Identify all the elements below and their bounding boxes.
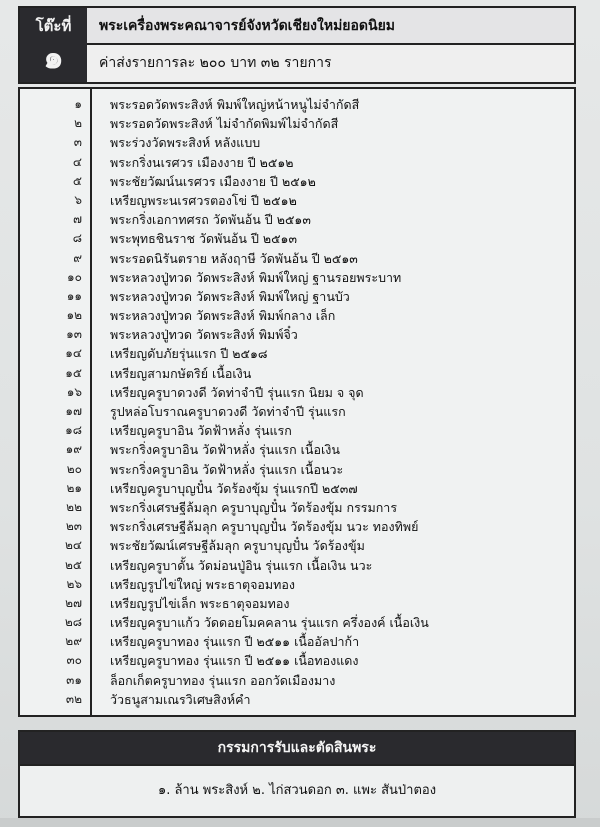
- list-item: [20, 383, 574, 402]
- item-text: พระกริ่งเศรษฐีล้มลุก ครูบาบุญปั๋น วัดร้องขุ้ม นวะ ทองทิพย์: [110, 519, 419, 535]
- item-text: เหรียญรูปไข่เล็ก พระธาตุจอมทอง: [110, 595, 290, 611]
- item-text: เหรียญครูบาทอง รุ่นแรก ปี ๒๕๑๑ เนื้อทองแดง: [110, 653, 359, 669]
- list-item: [20, 421, 574, 440]
- committee-members: ๑. ล้าน พระสิงห์ ๒. ไก่สวนดอก ๓. แพะ สันป่าตอง: [18, 766, 576, 818]
- item-number: ๒๘: [64, 615, 82, 630]
- table-label: โต๊ะที่: [35, 17, 72, 35]
- item-text: เหรียญดับภัยรุ่นแรก ปี ๒๕๑๘: [110, 346, 268, 362]
- list-item: [20, 153, 574, 172]
- item-number: ๔: [72, 154, 82, 169]
- item-number: ๓๑: [66, 672, 82, 687]
- item-text: พระกริ่งเอกาทศรถ วัดพันอ้น ปี ๒๕๑๓: [110, 212, 311, 228]
- list-item: [20, 249, 574, 268]
- list-item: [20, 556, 574, 575]
- item-number: ๒๔: [65, 538, 82, 553]
- item-number: ๓๒: [65, 691, 82, 706]
- list-item: [20, 268, 574, 287]
- item-text: พระชัยวัฒน์นเรศวร เมืองงาย ปี ๒๕๑๒: [110, 173, 316, 189]
- list-item: [20, 287, 574, 306]
- item-number: ๗: [72, 212, 82, 227]
- item-number: ๑๘: [65, 423, 82, 438]
- list-item: [20, 210, 574, 229]
- list-item: [20, 651, 574, 670]
- item-number: ๑๙: [65, 442, 82, 457]
- header-box: [18, 6, 576, 84]
- item-text: พระกริ่งครูบาอิน วัดฟ้าหลั่ง รุ่นแรก เนื้อนวะ: [110, 461, 344, 477]
- item-number: ๑๗: [65, 404, 82, 418]
- item-number: ๒๖: [66, 576, 82, 591]
- item-number: ๑๕: [65, 365, 82, 380]
- item-text: พระรอดวัดพระสิงห์ ไม่จำกัดพิมพ์ไม่จำกัดสี: [110, 116, 339, 132]
- item-number: ๘: [72, 231, 82, 246]
- list-item: [20, 344, 574, 363]
- item-text: พระหลวงปู่ทวด วัดพระสิงห์ พิมพ์ใหญ่ ฐานบัว: [110, 288, 350, 304]
- item-text: เหรียญครูบาดั้น วัดม่อนปู่อิน รุ่นแรก เนื้อเงิน นวะ: [110, 557, 373, 573]
- item-number: ๑๓: [66, 327, 82, 342]
- item-number: ๖: [74, 192, 82, 207]
- list-item: [20, 671, 574, 690]
- item-text: พระกริ่งครูบาอิน วัดฟ้าหลั่ง รุ่นแรก เนื้อเงิน: [110, 442, 340, 458]
- list-item: [20, 114, 574, 133]
- list-item: [20, 536, 574, 555]
- item-text: พระร่วงวัดพระสิงห์ หลังแบบ: [110, 135, 261, 151]
- item-number: ๓๐: [66, 653, 82, 668]
- item-text: รูปหล่อโบราณครูบาดวงดี วัดท่าจำปี รุ่นแรก: [110, 404, 346, 419]
- list-item: [20, 479, 574, 498]
- page-bottom-edge: [0, 818, 600, 827]
- item-text: พระหลวงปู่ทวด วัดพระสิงห์ พิมพ์ใหญ่ ฐานรอยพระบาท: [110, 269, 402, 285]
- item-text: พระพุทธชินราช วัดพันอ้น ปี ๒๕๑๓: [110, 231, 298, 247]
- list-item: [20, 402, 574, 421]
- item-text: พระกริ่งเศรษฐีล้มลุก ครูบาบุญปั๋น วัดร้องขุ้ม กรรมการ: [110, 499, 398, 515]
- item-number: ๒๑: [66, 480, 82, 495]
- item-list: [18, 87, 576, 717]
- item-number: ๑๔: [65, 346, 82, 361]
- item-text: พระรอดวัดพระสิงห์ พิมพ์ใหญ่หน้าหนูไม่จำกัดสี: [110, 97, 360, 112]
- item-number: ๓: [73, 135, 82, 150]
- item-text: วัวธนูสามเณรวิเศษสิงห์คำ: [110, 691, 251, 707]
- list-item: [20, 229, 574, 248]
- item-text: เหรียญครูบาอิน วัดฟ้าหลั่ง รุ่นแรก: [110, 423, 292, 439]
- item-number: ๒๕: [65, 557, 82, 572]
- list-item: [20, 690, 574, 709]
- item-number: ๑๖: [66, 384, 82, 399]
- item-number: ๑๑: [66, 288, 82, 303]
- item-number: ๒๓: [65, 519, 82, 534]
- item-text: พระรอดนิรันตราย หลังฤาษี วัดพันอ้น ปี ๒๕๑๓: [110, 250, 358, 266]
- item-number: ๑: [74, 97, 82, 111]
- list-item: [20, 575, 574, 594]
- list-item: [20, 191, 574, 210]
- list-item: [20, 133, 574, 152]
- item-text: พระหลวงปู่ทวด วัดพระสิงห์ พิมพ์กลาง เล็ก: [110, 308, 336, 324]
- item-text: เหรียญสามกษัตริย์ เนื้อเงิน: [110, 365, 252, 381]
- list-item: [20, 632, 574, 651]
- item-number: ๒๙: [65, 634, 82, 649]
- list-item: [20, 440, 574, 459]
- table-number: ๑: [43, 38, 64, 76]
- table-number-badge: [20, 8, 89, 82]
- item-number: ๑๒: [66, 308, 82, 323]
- item-number: ๕: [72, 173, 82, 188]
- item-number: ๒๐: [66, 461, 82, 476]
- item-number: ๒๗: [65, 595, 82, 610]
- list-item: [20, 364, 574, 383]
- item-rows: [20, 95, 574, 709]
- fee-subtitle: ค่าส่งรายการละ ๒๐๐ บาท ๓๒ รายการ: [87, 45, 574, 82]
- item-text: เหรียญครูบาบุญปั๋น วัดร้องขุ้ม รุ่นแรกปี ๒๕๓๗: [110, 480, 358, 496]
- list-item: [20, 517, 574, 536]
- item-number: ๒: [74, 116, 82, 131]
- list-item: [20, 498, 574, 517]
- item-number: ๙: [73, 250, 82, 265]
- item-text: พระหลวงปู่ทวด วัดพระสิงห์ พิมพ์จิ๋ว: [110, 327, 298, 343]
- item-text: เหรียญครูบาดวงดี วัดท่าจำปี รุ่นแรก นิยม จ จุด: [110, 384, 364, 400]
- item-text: เหรียญครูบาทอง รุ่นแรก ปี ๒๕๑๑ เนื้ออัลปาก้า: [110, 634, 360, 650]
- list-item: [20, 594, 574, 613]
- list-item: [20, 95, 574, 114]
- list-item: [20, 325, 574, 344]
- page-title: พระเครื่องพระคณาจารย์จังหวัดเชียงใหม่ยอดนิยม: [87, 8, 574, 45]
- item-number: ๒๒: [66, 499, 82, 514]
- list-item: [20, 306, 574, 325]
- list-item: [20, 613, 574, 632]
- item-text: พระชัยวัฒน์เศรษฐีล้มลุก ครูบาบุญปั๋น วัดร้องขุ้ม: [110, 538, 365, 554]
- list-item: [20, 460, 574, 479]
- item-text: เหรียญครูบาแก้ว วัดดอยโมคคลาน รุ่นแรก ครึ่งองค์ เนื้อเงิน: [110, 615, 429, 631]
- item-text: ล็อกเก็ตครูบาทอง รุ่นแรก ออกวัดเมืองมาง: [110, 672, 336, 688]
- item-text: พระกริ่งนเรศวร เมืองงาย ปี ๒๕๑๒: [110, 154, 294, 170]
- committee-title: กรรมการรับและตัดสินพระ: [18, 730, 576, 766]
- item-text: เหรียญรูปไข่ใหญ่ พระธาตุจอมทอง: [110, 576, 296, 592]
- item-text: เหรียญพระนเรศวรตองโข่ ปี ๒๕๑๒: [110, 192, 297, 208]
- list-item: [20, 172, 574, 191]
- item-number: ๑๐: [67, 269, 82, 284]
